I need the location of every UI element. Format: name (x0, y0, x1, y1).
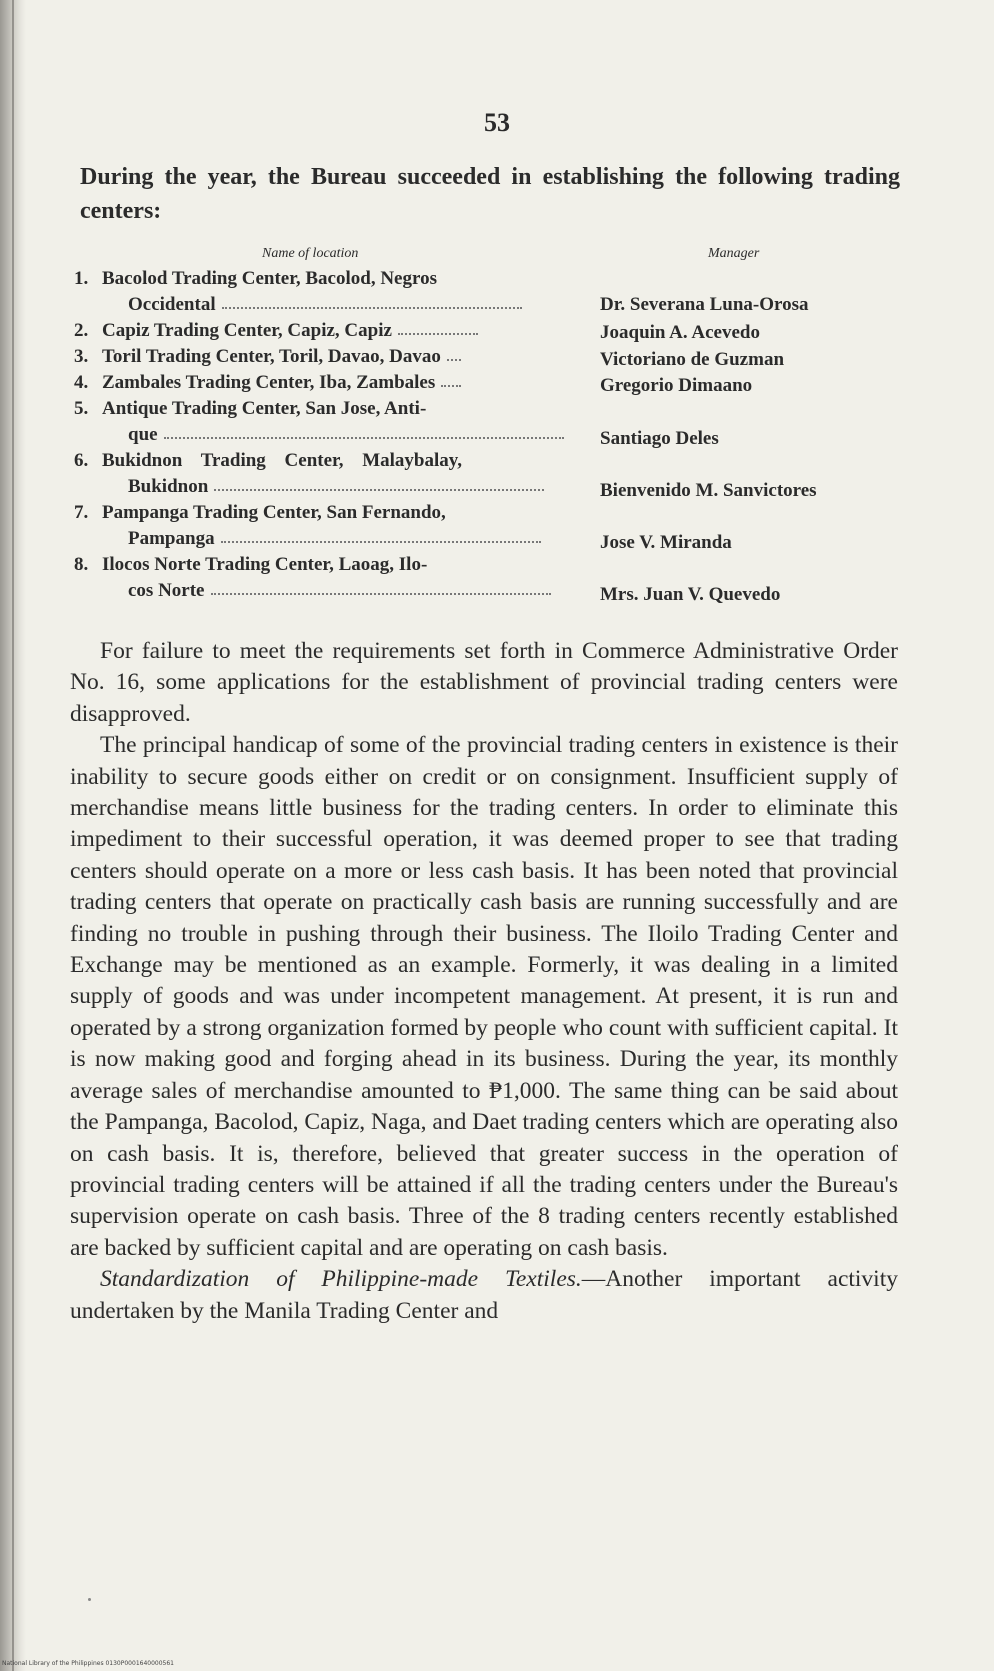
item-number: 4. (74, 372, 89, 393)
item-number: 8. (74, 554, 89, 575)
list-item (74, 448, 914, 500)
center-location-cont: que (128, 424, 158, 445)
paragraph-text: —Another important activity undertaken by the Manila Trading Center and (70, 1266, 898, 1324)
leader-dots (447, 355, 461, 361)
center-location: Antique Trading Center, San Jose, Anti- (102, 398, 427, 419)
center-location: Bukidnon Trading Center, Malaybalay, (102, 450, 462, 471)
list-item (74, 370, 914, 396)
trading-centers-list (74, 266, 914, 604)
center-manager: Santiago Deles (600, 428, 719, 449)
section-heading: Standardization of Philippine-made Textiles. (100, 1266, 582, 1293)
list-item (74, 344, 914, 370)
column-header-location: Name of location (262, 246, 359, 261)
list-item (74, 500, 914, 552)
leader-dots (221, 537, 541, 543)
center-manager: Joaquin A. Acevedo (600, 322, 760, 343)
paragraph (70, 1264, 898, 1327)
leader-dots (222, 303, 522, 309)
center-manager: Gregorio Dimaano (600, 375, 753, 396)
center-location: Ilocos Norte Trading Center, Laoag, Ilo- (102, 554, 428, 575)
body-text (70, 636, 898, 1327)
item-number: 7. (74, 502, 89, 523)
paragraph: The principal handicap of some of the provincial trading centers in existence is their inability to secure goods either on credit or on consignment. Insufficient supply of merchandise means little business for the trading centers. In order to eliminate this impediment to their successful operation, it was deemed proper to see that trading centers should operate on a more or less cash basis. It has been noted that provincial trading centers that operate on practically cash basis are running successfully and are finding no trouble in pushing through their business. The Iloilo Trading Center and Exchange may be mentioned as an example. Formerly, it was dealing in a limited supply of goods and was under incompetent management. At present, it is run and operated by a strong organization formed by people who count with sufficient capital. It is now making good and forging ahead in its business. During the year, its monthly average sales of merchandise amounted to ₱1,000. The same thing can be said about the Pampanga, Bacolod, Capiz, Naga, and Daet trading centers which are operating also on cash basis. It is, therefore, believed that greater success in the operation of provincial trading centers will be attained if all the trading centers under the Bureau's supervision operate on cash basis. Three of the 8 trading centers recently established are backed by sufficient capital and are operating on cash basis. (70, 732, 898, 1261)
column-header-manager: Manager (708, 246, 760, 261)
leader-dots (441, 381, 461, 387)
center-location-cont: Pampanga (128, 528, 215, 549)
center-manager: Dr. Severana Luna-Orosa (600, 294, 809, 315)
center-manager: Victoriano de Guzman (600, 349, 785, 370)
center-location-cont: cos Norte (128, 580, 205, 601)
page-speck (88, 1598, 91, 1601)
list-item (74, 396, 914, 448)
center-location-cont: Occidental (128, 294, 216, 315)
intro-paragraph: During the year, the Bureau succeeded in establishing the following trading centers: (80, 164, 900, 224)
item-number: 5. (74, 398, 89, 419)
leader-dots (214, 485, 544, 491)
leader-dots (211, 589, 551, 595)
center-manager: Mrs. Juan V. Quevedo (600, 584, 781, 605)
center-location: Capiz Trading Center, Capiz, Capiz (102, 320, 392, 341)
list-item (74, 266, 914, 318)
center-manager: Jose V. Miranda (600, 532, 732, 553)
binding-line (12, 0, 14, 1671)
paragraph: For failure to meet the requirements set forth in Commerce Administrative Order No. 16, some applications for the establishment of provincial trading centers were disapproved. (70, 638, 898, 727)
center-location: Toril Trading Center, Toril, Davao, Davao (102, 346, 441, 367)
center-location: Zambales Trading Center, Iba, Zambales (102, 372, 436, 393)
center-location: Bacolod Trading Center, Bacolod, Negros (102, 268, 437, 289)
list-item (74, 318, 914, 344)
center-location-cont: Bukidnon (128, 476, 209, 497)
footer-watermark: National Library of the Philippines 0130P0001640000561 (2, 1660, 174, 1667)
leader-dots (164, 433, 564, 439)
list-item (74, 552, 914, 604)
item-number: 6. (74, 450, 89, 471)
center-location: Pampanga Trading Center, San Fernando, (102, 502, 446, 523)
item-number: 1. (74, 268, 89, 289)
item-number: 2. (74, 320, 89, 341)
center-manager: Bienvenido M. Sanvictores (600, 480, 817, 501)
item-number: 3. (74, 346, 89, 367)
leader-dots (398, 329, 478, 335)
page-number: 53 (484, 108, 510, 137)
